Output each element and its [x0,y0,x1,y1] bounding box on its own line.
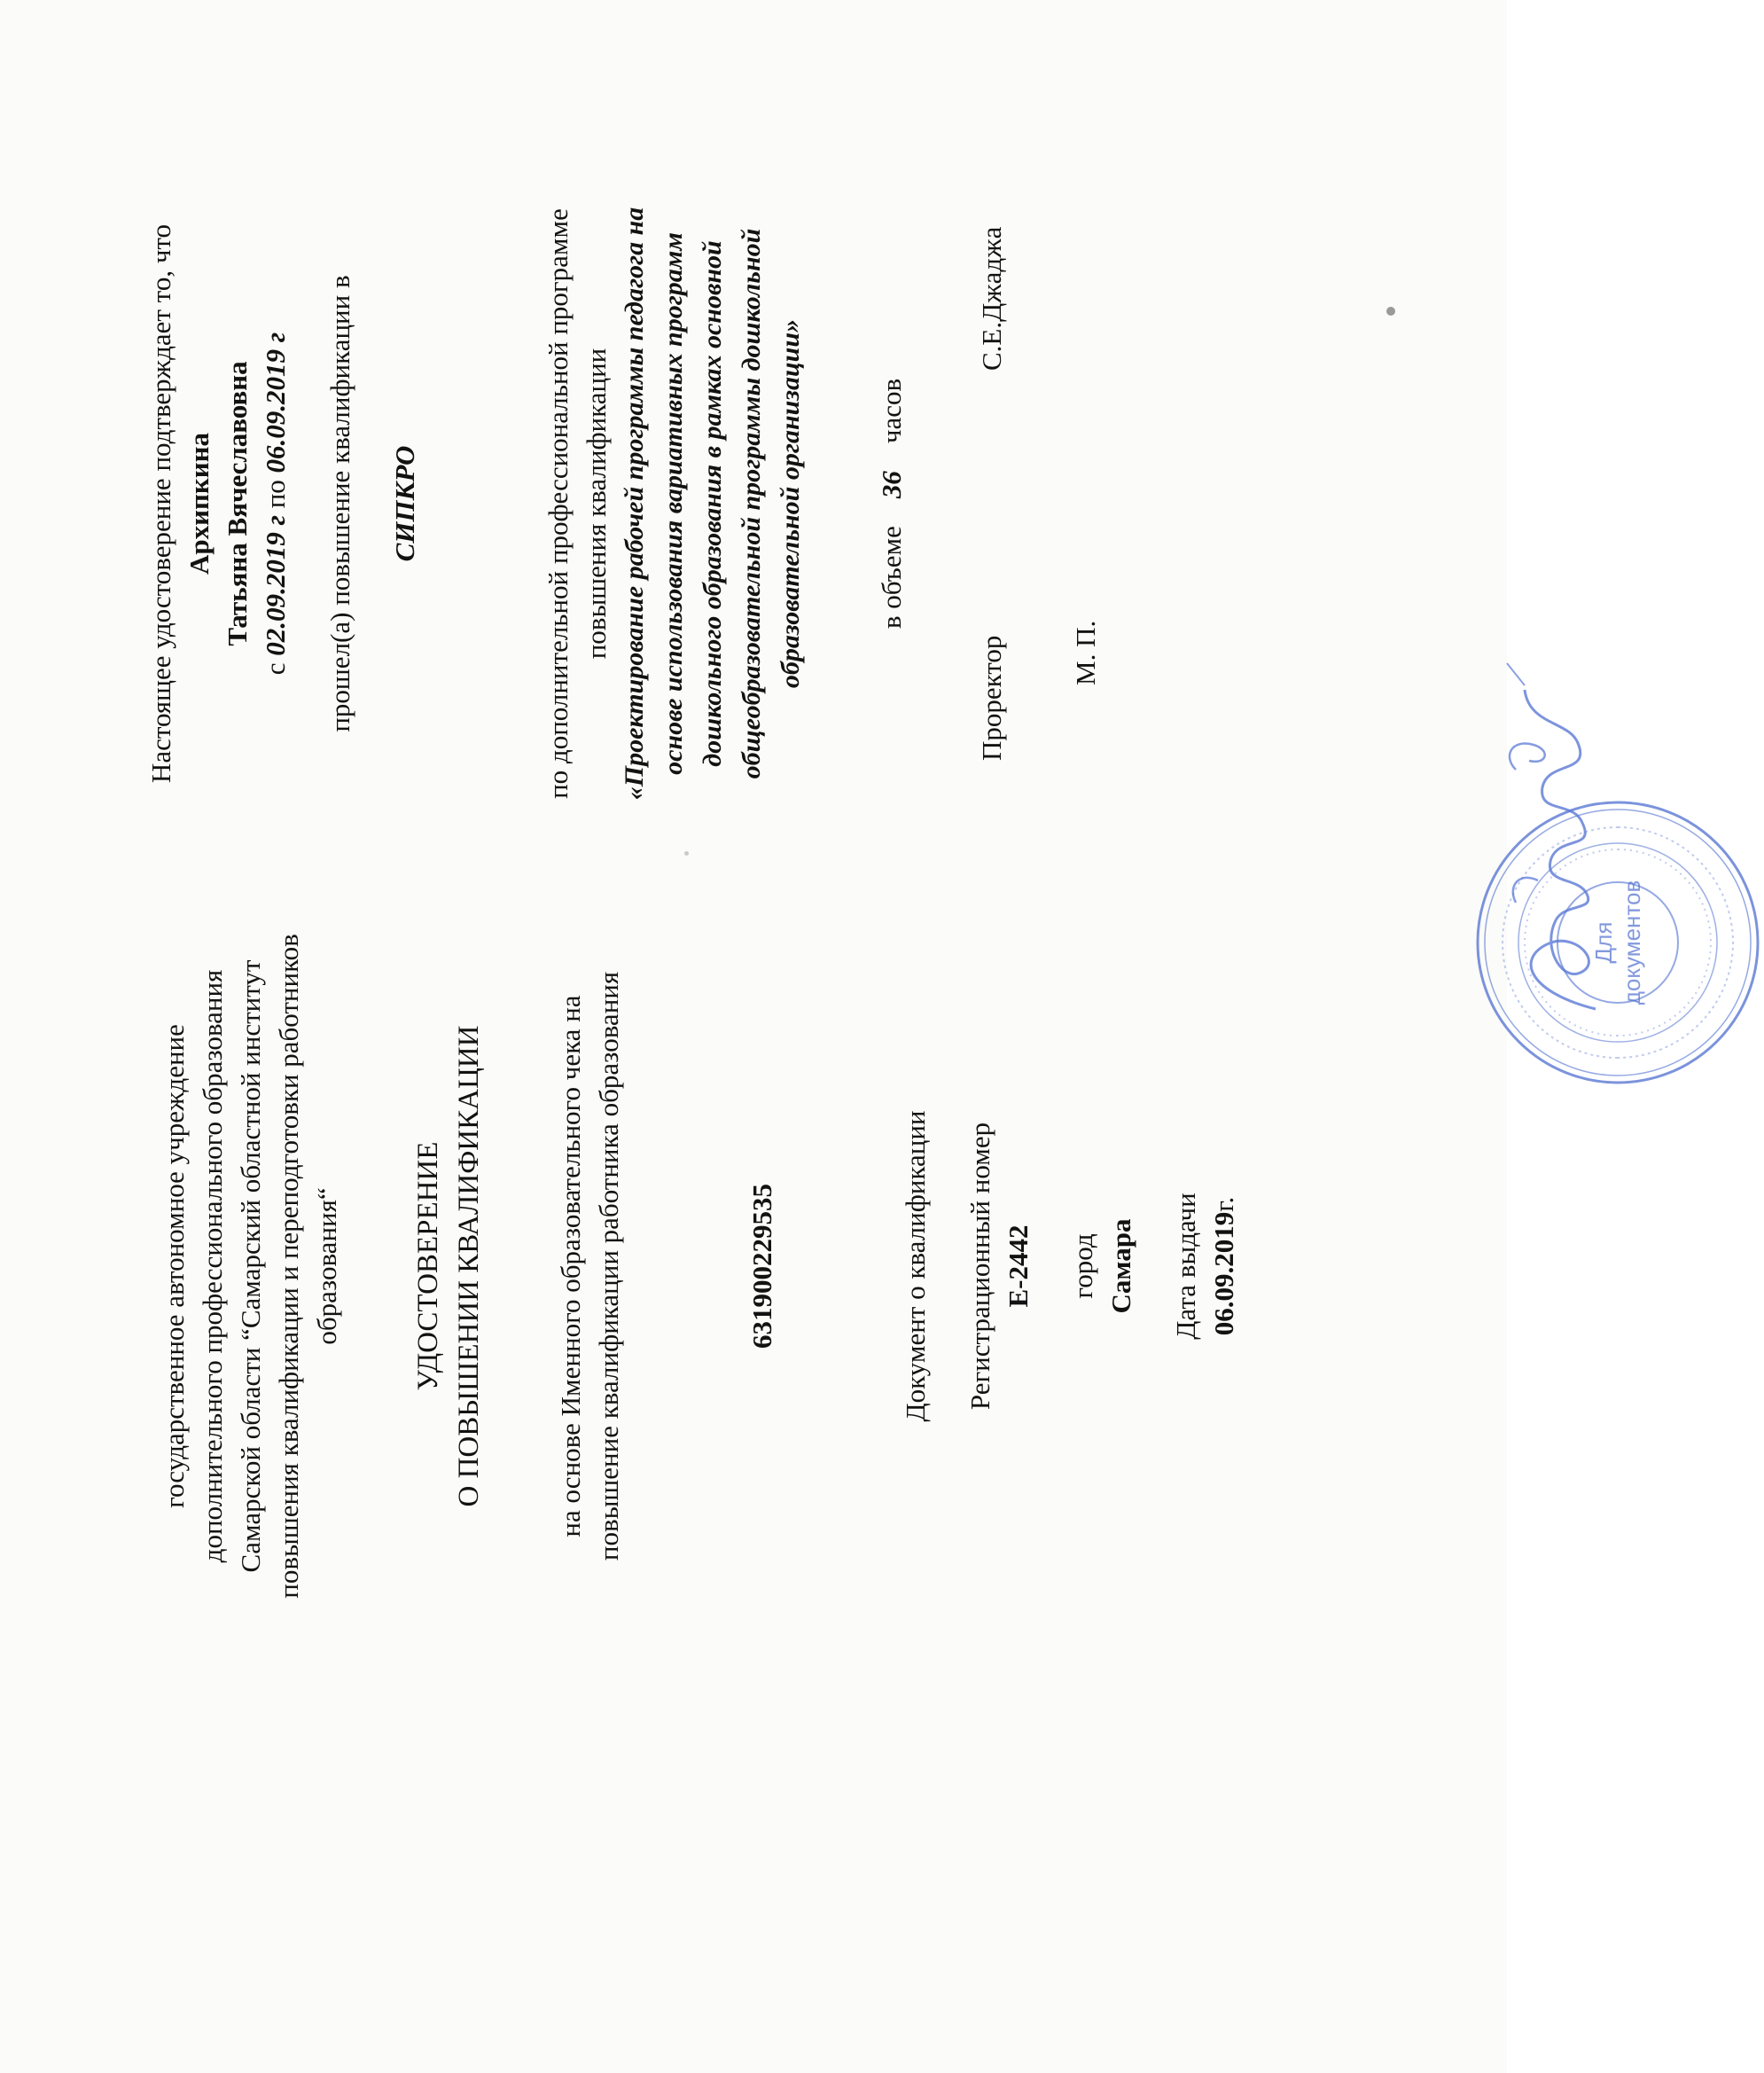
program-title-line: дошкольного образования в рамках основной [698,240,727,767]
program-title-line: «Проектирование рабочей программы педагога на [620,207,649,801]
scan-speck [684,851,689,856]
org-line: дополнительного профессионального образования [197,969,228,1563]
period-from-prefix: с [260,662,291,676]
basis-line: на основе Именного образовательного чека на [555,995,586,1537]
issue-date-suffix: г. [1208,1196,1239,1212]
org-line: государственное автономное учреждение [159,1024,190,1508]
signer-name: С.Е.Джаджа [976,226,1007,371]
org-line: повышения квалификации и переподготовки работников [273,934,304,1599]
registration-number: Е-2442 [1003,1224,1034,1308]
handwritten-signature [1489,654,1631,1027]
program-title-line: основе использования вариативных программ [659,232,688,775]
certificate-number: 631900229535 [746,1184,777,1349]
city-name: Самара [1105,1218,1136,1314]
issue-date-row [1205,885,1243,1647]
program-intro [539,113,615,894]
intro-text: Настоящее удостоверение подтверждает то, что [145,223,176,784]
holder-name: Татьяна Вячеславовна [222,361,253,646]
stamp-text-line: Для [1590,921,1617,964]
institution-name: СИПКРО [389,445,420,562]
right-page [142,113,1107,894]
org-line: образования“ [311,1187,342,1345]
hours-label: часов [876,378,907,444]
issue-date: 06.09.2019 [1208,1211,1239,1336]
basis-text [551,885,628,1647]
document-type: Документ о квалификации [900,1110,931,1422]
registration-label: Регистрационный номер [964,1122,995,1411]
left-page [155,885,1243,1647]
title-line: О ПОВЫШЕНИИ КВАЛИФИКАЦИИ [453,1025,485,1507]
signature-row [972,113,1013,894]
org-line: Самарской области “Самарский областной институт [235,959,266,1573]
program-intro-line: по дополнительной профессиональной программе [542,208,574,799]
period-row [256,113,294,894]
issue-date-label: Дата выдачи [1170,1193,1201,1340]
program-title-line: общеобразовательной программы дошкольной [737,228,766,779]
volume-row [872,113,910,894]
holder-surname: Архипкина [183,433,215,575]
document-title [408,885,489,1647]
volume-label: в объеме [876,526,907,630]
program-title [615,113,810,894]
program-intro-line: повышения квалификации [581,348,612,660]
seal-row [1066,113,1107,894]
period-to-prefix: по [260,480,291,509]
passed-text: прошел(а) повышение квалификации в [324,275,355,732]
hours-value: 36 [876,471,907,499]
program-title-line: образовательной организации» [776,318,805,689]
organization-name [155,885,346,1647]
title-line: УДОСТОВЕРЕНИЕ [412,1141,444,1391]
seal-label: М. П. [1070,620,1101,685]
signer-role: Проректор [976,635,1007,761]
period-from-date: 02.09.2019 г [260,515,291,656]
basis-line: повышение квалификации работника образования [593,971,624,1561]
period-to-date: 06.09.2019 г [260,332,291,473]
scan-speck [1386,307,1395,316]
stamp-text-line: документов [1619,880,1645,1005]
city-label: город [1067,1233,1098,1299]
